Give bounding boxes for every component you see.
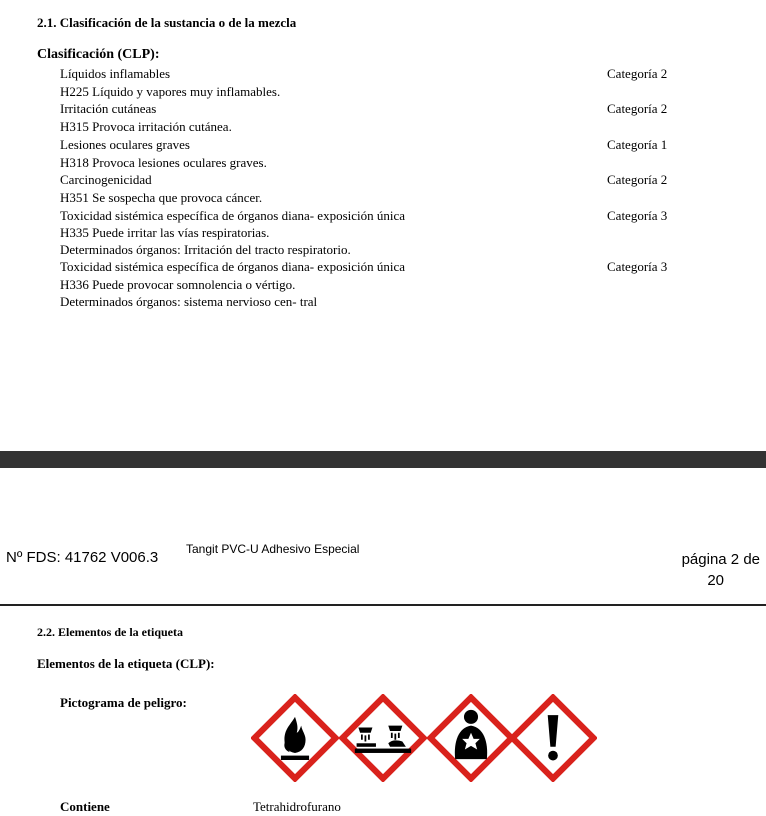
contains-label: Contiene xyxy=(60,799,110,814)
classification-text: Irritación cutáneas xyxy=(60,101,157,116)
section-2-1-heading: 2.1. Clasificación de la sustancia o de la mezcla xyxy=(37,15,297,30)
classification-category: Categoría 3 xyxy=(607,208,668,223)
classification-text: H318 Provoca lesiones oculares graves. xyxy=(60,155,267,170)
classification-text: Toxicidad sistémica específica de órganos diana- exposición única xyxy=(60,259,406,274)
corrosion-icon xyxy=(339,694,427,782)
classification-text: Determinados órganos: Irritación del tracto respiratorio. xyxy=(60,242,351,257)
clp-subheading: Clasificación (CLP): xyxy=(37,47,160,62)
page-number-line1: página 2 de xyxy=(681,551,760,568)
classification-text: H315 Provoca irritación cutánea. xyxy=(60,119,232,134)
classification-category: Categoría 1 xyxy=(607,137,668,152)
fds-number: Nº FDS: 41762 V006.3 xyxy=(6,549,159,566)
footer-rule xyxy=(0,604,766,606)
classification-text: Determinados órganos: sistema nervioso cen- tral xyxy=(60,294,318,309)
health-hazard-icon xyxy=(427,694,515,782)
exclamation-icon xyxy=(509,694,597,782)
classification-text: H335 Puede irritar las vías respiratorias. xyxy=(60,225,270,240)
classification-text: Líquidos inflamables xyxy=(60,66,171,81)
classification-text: Lesiones oculares graves xyxy=(60,137,190,152)
contains-value: Tetrahidrofurano xyxy=(253,799,341,814)
product-name: Tangit PVC-U Adhesivo Especial xyxy=(186,542,360,556)
classification-text: H351 Se sospecha que provoca cáncer. xyxy=(60,190,263,205)
classification-category: Categoría 2 xyxy=(607,66,668,81)
classification-category: Categoría 2 xyxy=(607,172,668,187)
page-number-line2: 20 xyxy=(707,572,724,589)
classification-text: Carcinogenicidad xyxy=(60,172,152,187)
section-2-2-heading: 2.2. Elementos de la etiqueta xyxy=(37,625,183,639)
page-break-bar xyxy=(0,451,766,468)
flame-icon xyxy=(251,694,339,782)
classification-category: Categoría 2 xyxy=(607,101,668,116)
page-number xyxy=(660,549,760,591)
classification-category: Categoría 3 xyxy=(607,259,668,274)
pictogram-label: Pictograma de peligro: xyxy=(60,695,187,710)
classification-text: Toxicidad sistémica específica de órganos diana- exposición única xyxy=(60,208,406,223)
label-elements-subheading: Elementos de la etiqueta (CLP): xyxy=(37,656,215,671)
classification-text: H225 Líquido y vapores muy inflamables. xyxy=(60,84,281,99)
classification-text: H336 Puede provocar somnolencia o vértigo. xyxy=(60,277,296,292)
